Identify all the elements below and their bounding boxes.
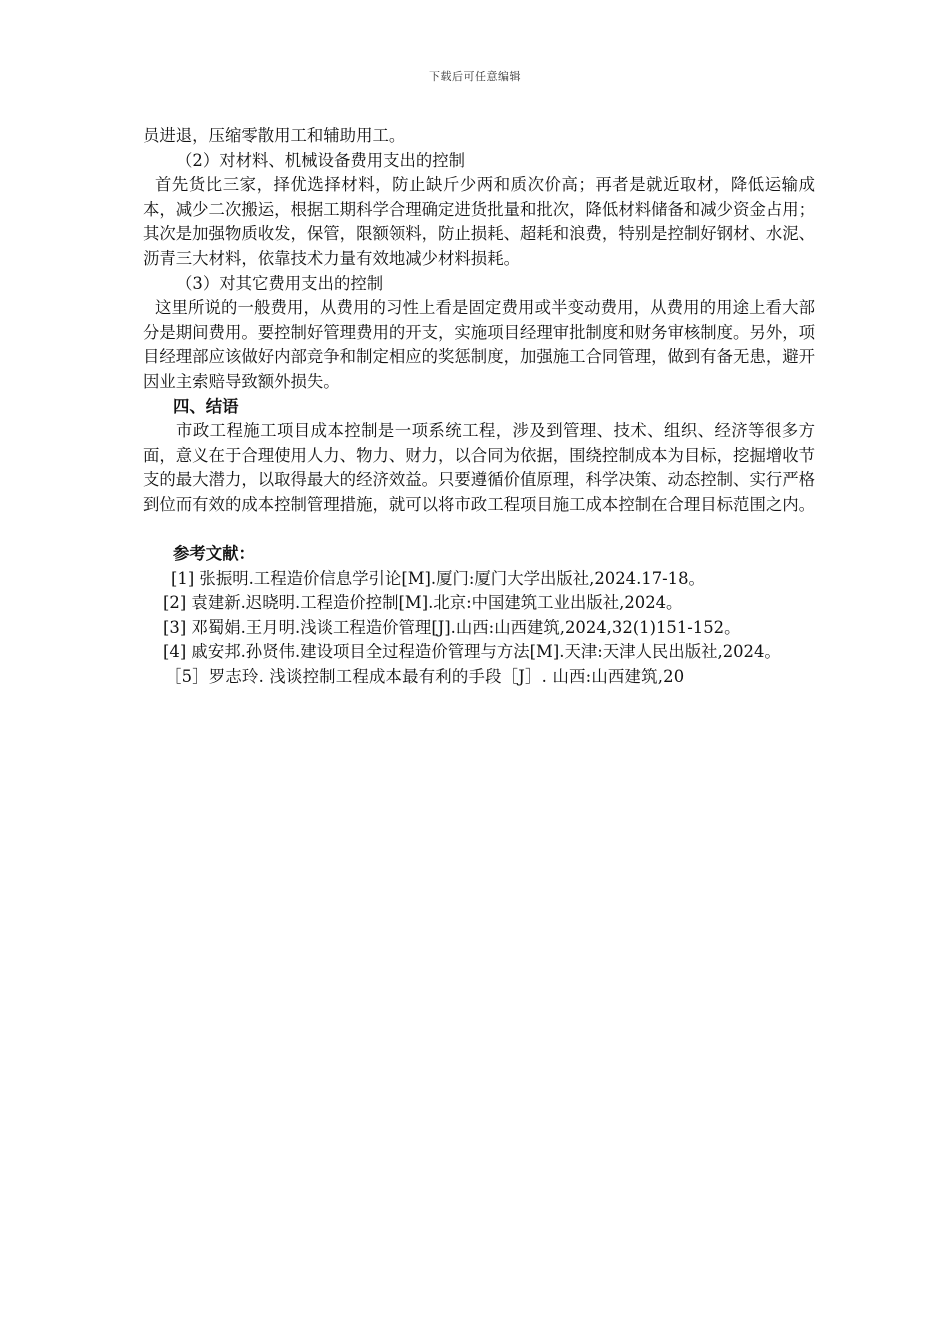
paragraph-continuation: 员进退，压缩零散用工和辅助用工。 <box>143 126 406 145</box>
reference-item: [2] 袁建新.迟晓明.工程造价控制[M].北京:中国建筑工业出版社,2024。 <box>163 593 683 613</box>
page-header: 下载后可任意编辑 <box>429 70 521 83</box>
paragraph-other-costs: 这里所说的一般费用，从费用的习性上看是固定费用或半变动费用，从费用的用途上看大部分是期间费用。要控制好管理费用的开支，实施项目经理审批制度和财务审核制度。另外，项目经理部应该做好内部竞争和制定相应的奖惩制度，加强施工合同管理，做到有备无患，避开因业主索赔导致额外损失。 <box>143 298 816 391</box>
subsection-heading-materials: （2）对材料、机械设备费用支出的控制 <box>176 150 466 170</box>
reference-item: [3] 邓蜀娟.王月明.浅谈工程造价管理[J].山西:山西建筑,2024,32(1)151-152。 <box>163 617 741 637</box>
subsection-heading-other-costs: （3）对其它费用支出的控制 <box>176 273 384 293</box>
reference-item: ［5］罗志玲. 浅谈控制工程成本最有利的手段［J］. 山西:山西建筑,20 <box>165 667 685 687</box>
references-title: 参考文献： <box>173 544 255 564</box>
section-heading-conclusion: 四、结语 <box>173 396 239 416</box>
document-body <box>143 124 815 690</box>
reference-item: [1] 张振明.工程造价信息学引论[M].厦门:厦门大学出版社,2024.17-18。 <box>171 568 705 588</box>
paragraph-materials: 首先货比三家，择优选择材料，防止缺斤少两和质次价高；再者是就近取材，降低运输成本，减少二次搬运，根据工期科学合理确定进货批量和批次，降低材料储备和减少资金占用；其次是加强物质收发，保管，限额领料，防止损耗、超耗和浪费，特别是控制好钢材、水泥、沥青三大材料，依靠技术力量有效地减少材料损耗。 <box>143 175 816 268</box>
reference-item: [4] 戚安邦.孙贤伟.建设项目全过程造价管理与方法[M].天津:天津人民出版社,2024。 <box>163 642 781 662</box>
paragraph-conclusion: 市政工程施工项目成本控制是一项系统工程，涉及到管理、技术、组织、经济等很多方面，意义在于合理使用人力、物力、财力，以合同为依据，围绕控制成本为目标，挖掘增收节支的最大潜力，以取得最大的经济效益。只要遵循价值原理，科学决策、动态控制、实行严格到位而有效的成本控制管理措施，就可以将市政工程项目施工成本控制在合理目标范围之内。 <box>143 421 816 514</box>
spacer <box>143 518 815 543</box>
